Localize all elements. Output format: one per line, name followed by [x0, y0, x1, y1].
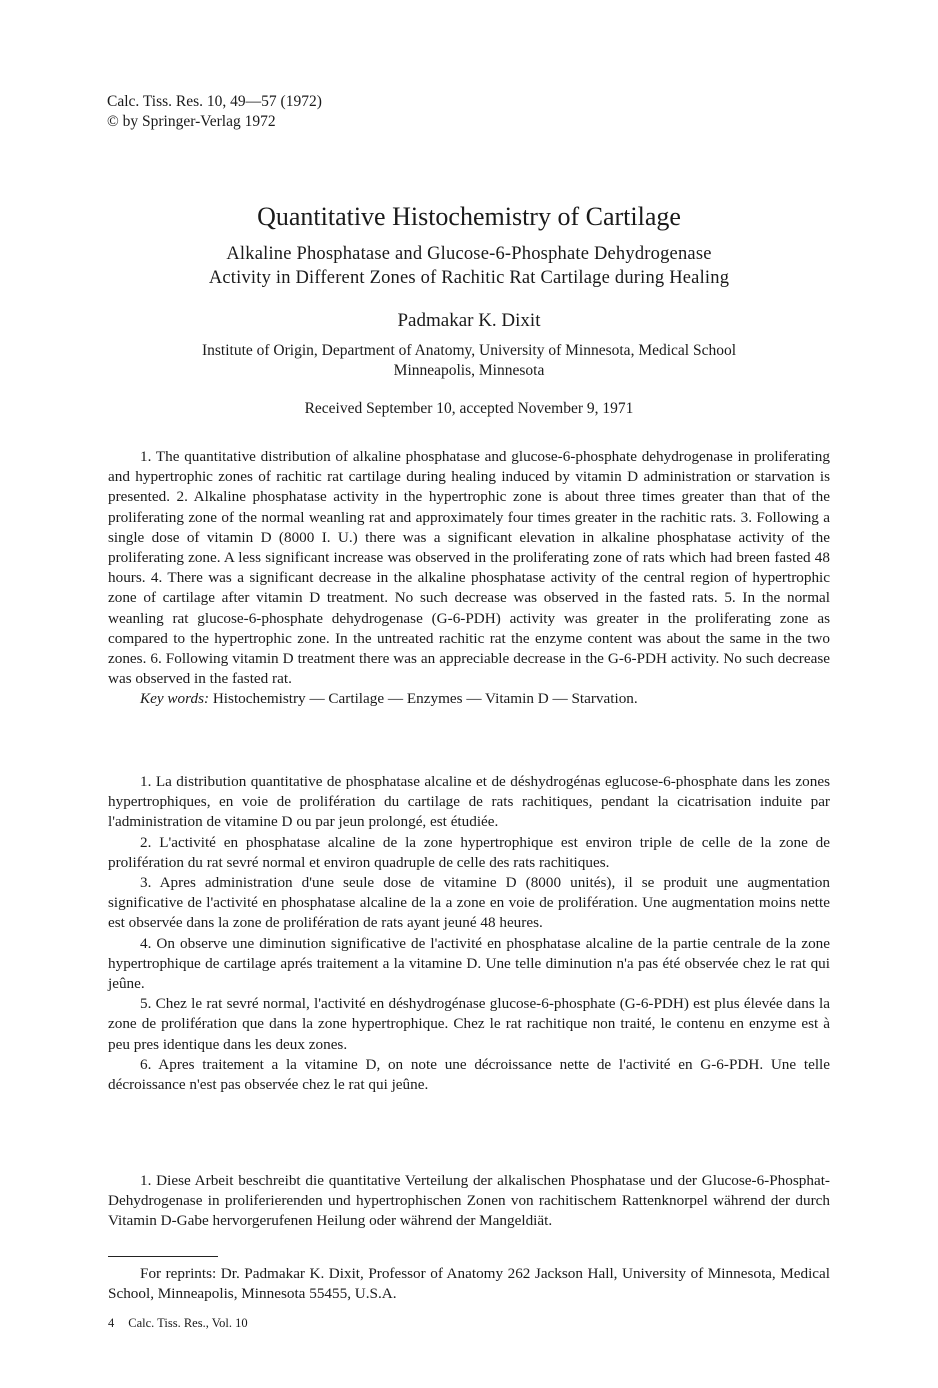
keywords — [108, 689, 830, 709]
received-date: Received September 10, accepted November 9, 1971 — [304, 400, 634, 417]
footnote-text: For reprints: Dr. Padmakar K. Dixit, Professor of Anatomy 262 Jackson Hall, University of Minnesota, Medical School, Minneapolis, Minnesota 55455, U.S.A. — [108, 1265, 830, 1303]
affiliation — [0, 341, 938, 381]
keywords-list: Histochemistry — Cartilage — Enzymes — Vitamin D — Starvation. — [212, 690, 638, 708]
keywords-label: Key words: — [140, 690, 210, 708]
article-subtitle — [0, 242, 938, 290]
abstract-english — [108, 447, 830, 710]
abstract-german — [108, 1171, 830, 1232]
page-number: 4 — [108, 1316, 115, 1330]
french-paragraph: 3. Apres administration d'une seule dose de vitamine D (8000 unités), il se produit une augmentation significative de l'activité en phosphatase alcaline de la a zone en voie de prolifération. Une augmentation moins nette est observée dans la zone de prolifération de rats ayant jeuné 48 heures. — [108, 874, 830, 932]
footnote — [108, 1264, 830, 1304]
german-paragraph: 1. Diese Arbeit beschreibt die quantitative Verteilung der alkalischen Phosphatase und der Glucose-6-Phosphat-Dehydrogenase in proliferierenden und hypertrophischen Zonen von rachitischem Rattenknorpel während der durch Vitamin D-Gabe hervorgerufenen Heilung oder während der Mangeldiät. — [108, 1172, 830, 1230]
subtitle-line-1: Alkaline Phosphatase and Glucose-6-Phosphate Dehydrogenase — [226, 244, 712, 264]
copyright-line: © by Springer-Verlag 1972 — [107, 113, 276, 130]
affiliation-line-1: Institute of Origin, Department of Anatomy, University of Minnesota, Medical School — [201, 342, 737, 359]
abstract-french — [108, 772, 830, 1095]
abstract-english-text: 1. The quantitative distribution of alkaline phosphatase and glucose-6-phosphate dehydrogenase in proliferating and hypertrophic zones of rachitic rat cartilage during healing induced by vitamin D administration or starvation is presented. 2. Alkaline phosphatase activity in the hypertrophic zone is about three times greater than that of the proliferating zone of the normal weanling rat and approximately four times greater in the rachitic rats. 3. Following a single dose of vitamin D (8000 I. U.) there was a significant elevation in alkaline phosphatase activity of the proliferating zone. A less significant increase was observed in the proliferating zone of rats which had breen fasted 48 hours. 4. There was a significant decrease in the alkaline phosphatase activity of the central region of hypertrophic zone of cartilage after vitamin D treatment. No such decrease was observed in the fasted rats. 5. In the normal weanling rat glucose-6-phosphate dehydrogenase (G-6-PDH) activity was greater in the proliferating zone as compared to the hypertrophic zone. In the untreated rachitic rat the enzyme content was about the same in the two zones. 6. Following vitamin D treatment there was an appreciable decrease in the G-6-PDH activity. No such decrease was observed in the fasted rat. — [108, 448, 830, 688]
journal-header — [107, 92, 322, 132]
subtitle-line-2: Activity in Different Zones of Rachitic Rat Cartilage during Healing — [208, 268, 730, 288]
french-paragraph: 4. On observe une diminution significative de l'activité en phosphatase alcaline de la partie centrale de la zone hypertrophique de cartilage aprés traitement a la vitamine D. Une telle diminution n'a pas été observée chez le rat qui jeûne. — [108, 934, 830, 993]
french-paragraph: 6. Apres traitement a la vitamine D, on note une décroissance nette de l'activité en G-6-PDH. Une telle décroissance n'est pas observée chez le rat qui jeûne. — [108, 1055, 830, 1094]
french-paragraph: 5. Chez le rat sevré normal, l'activité en déshydrogénase glucose-6-phosphate (G-6-PDH) est plus élevée dans la zone de prolifération que dans la zone hypertrophique. Chez le rat rachitique non traité, le contenu en enzyme est à peu pres identique dans les deux zones. — [108, 995, 830, 1053]
journal-citation: Calc. Tiss. Res. 10, 49—57 (1972) — [107, 93, 322, 110]
footnote-rule — [108, 1256, 218, 1257]
footer-journal-ref: Calc. Tiss. Res., Vol. 10 — [128, 1316, 248, 1330]
article-title: Quantitative Histochemistry of Cartilage — [257, 202, 681, 231]
page-footer — [108, 1315, 262, 1331]
french-paragraph: 1. La distribution quantitative de phosphatase alcaline et de déshydrogénas eglucose-6-phosphate dans les zones hypertrophiques, en voie de prolifération du cartilage de rats rachitiques, pendant la cicatrisation induite par l'administration de vitamine D ou par jeun prolongé, est étudiée. — [108, 773, 830, 831]
french-paragraph: 2. L'activité en phosphatase alcaline de la zone hypertrophique est environ triple de celle de la zone de prolifération du rat sevré normal et environ quadruple de celle des rats rachitiques. — [108, 833, 830, 871]
affiliation-line-2: Minneapolis, Minnesota — [393, 362, 545, 379]
author-name: Padmakar K. Dixit — [397, 310, 541, 331]
